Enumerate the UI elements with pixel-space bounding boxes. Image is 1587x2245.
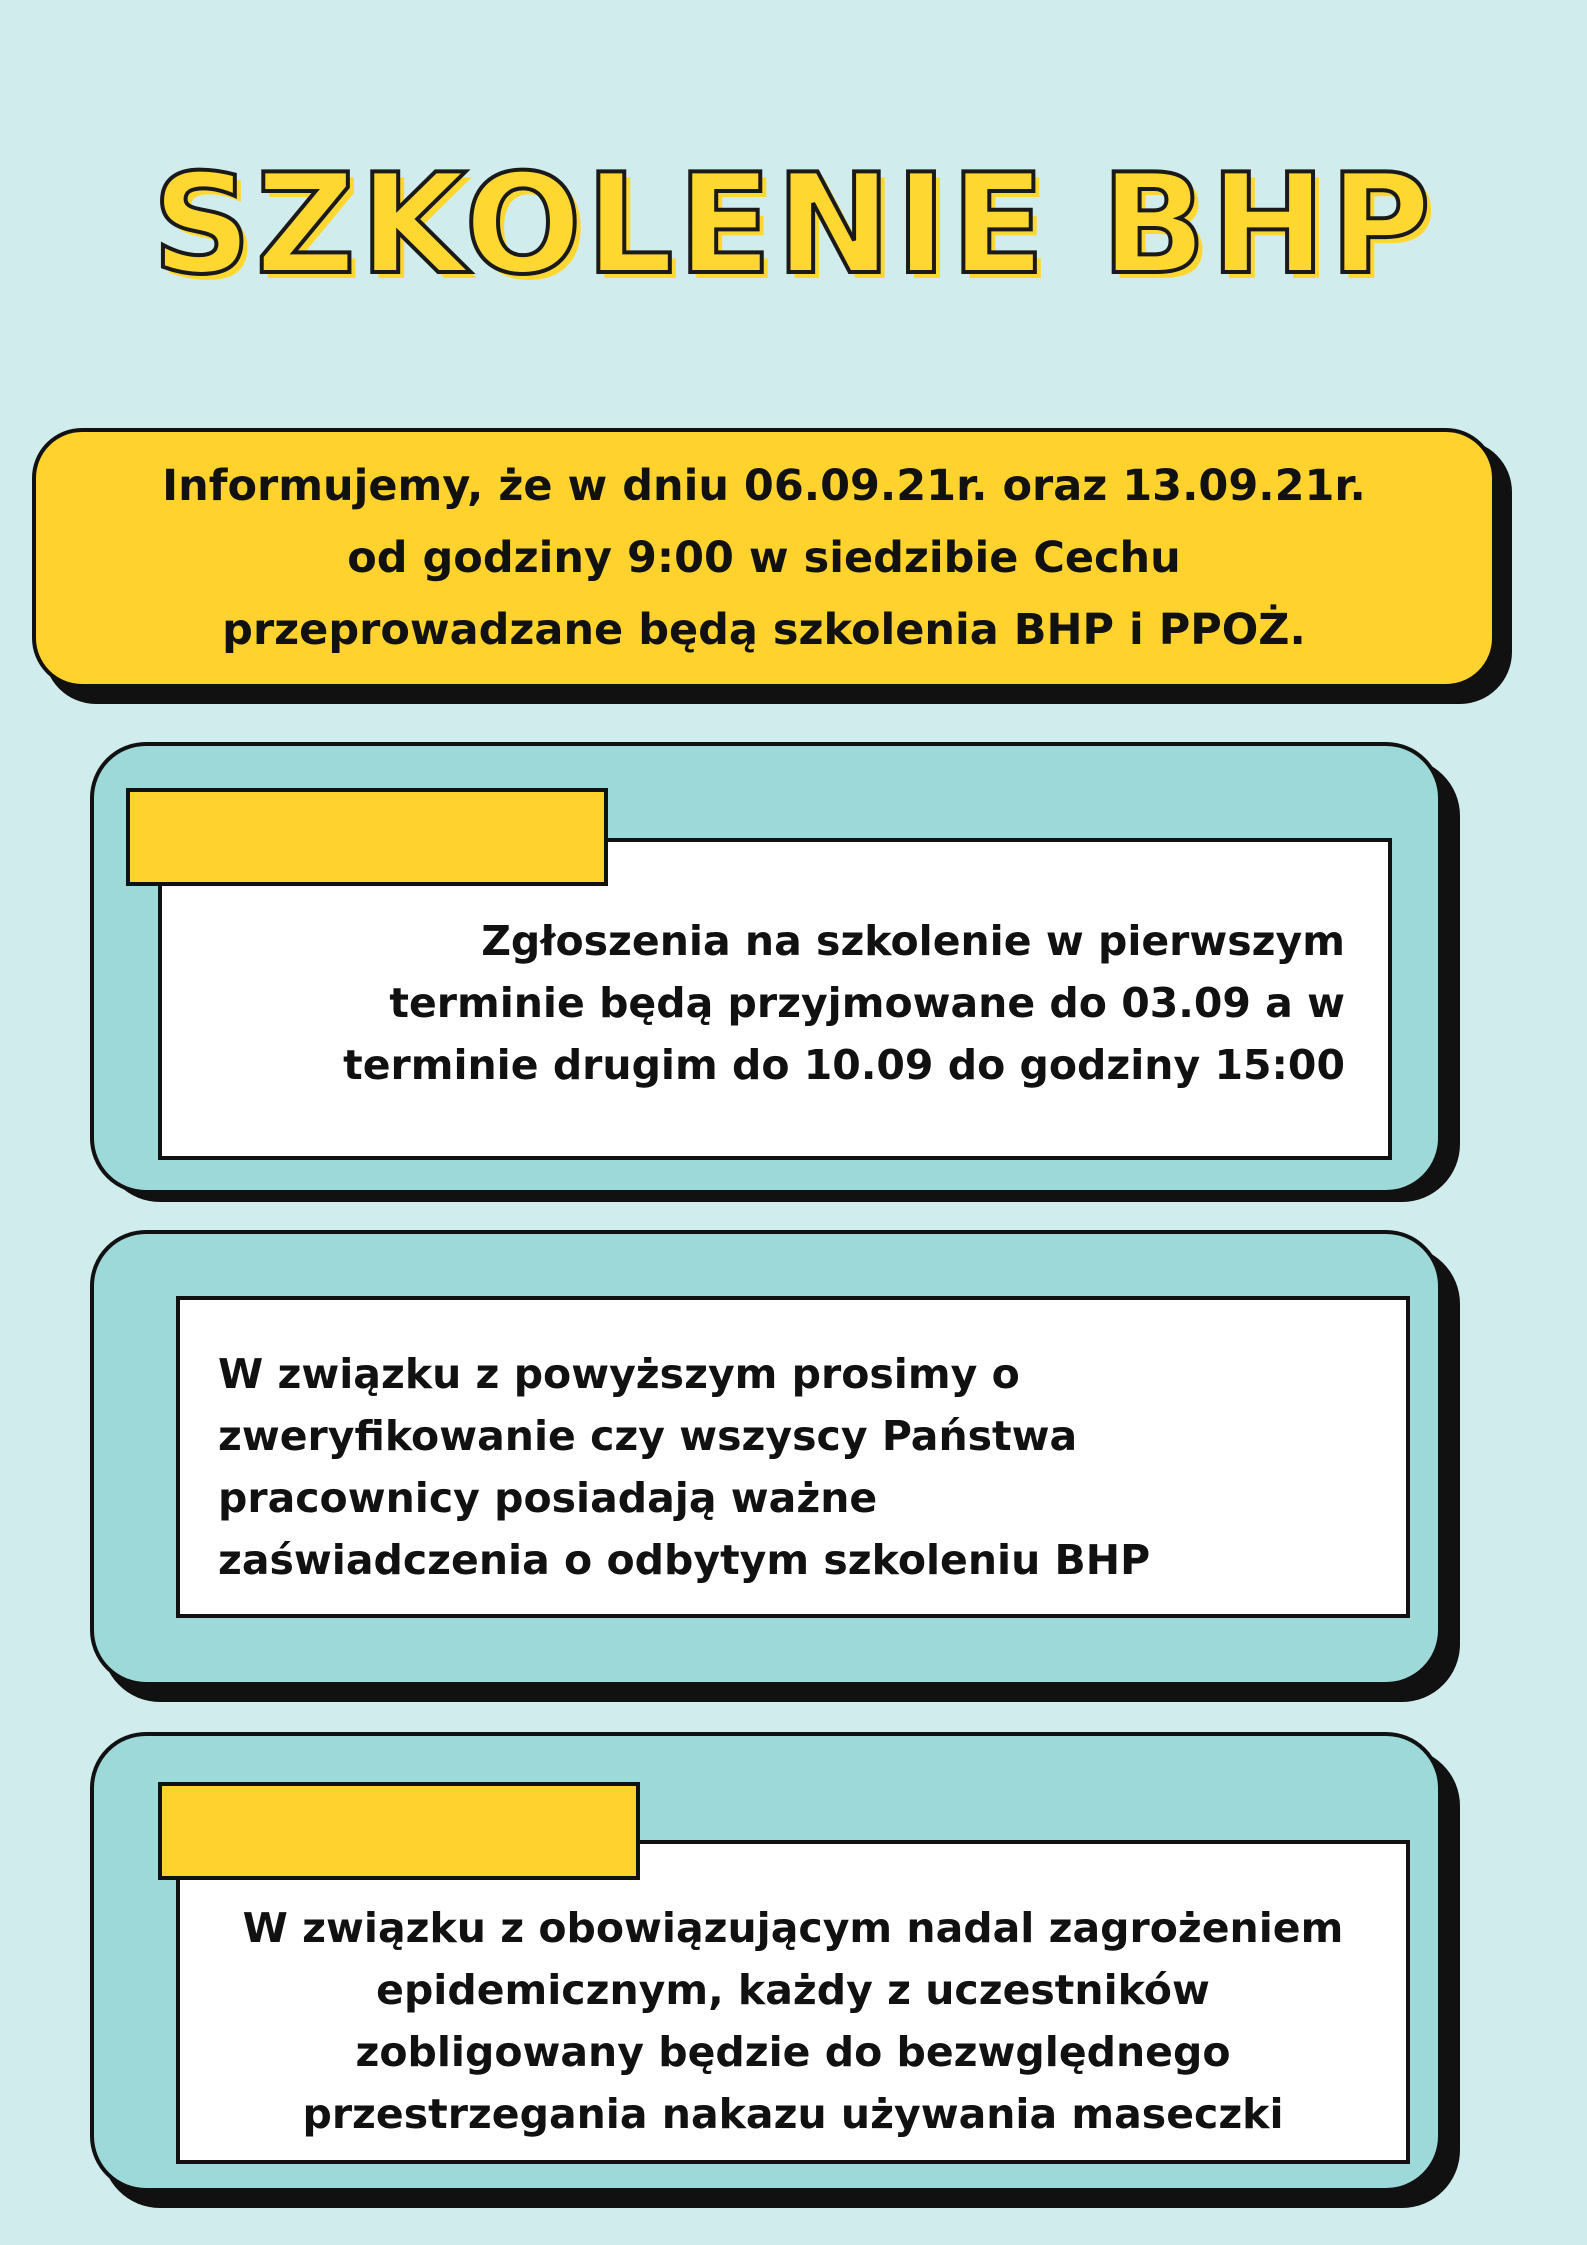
registration-tab <box>126 788 608 886</box>
verification-line: pracownicy posiadają ważne <box>218 1474 878 1522</box>
epidemic-line: W związku z obowiązującym nadal zagrożeniem <box>242 1904 1344 1952</box>
registration-text <box>343 910 1345 1096</box>
info-line: Informujemy, że w dniu 06.09.21r. oraz 13.09.21r. <box>162 461 1366 511</box>
registration-line: Zgłoszenia na szkolenie w pierwszym <box>481 917 1345 965</box>
registration-line: terminie drugim do 10.09 do godziny 15:00 <box>343 1041 1345 1089</box>
verification-line: zweryfikowanie czy wszyscy Państwa <box>218 1412 1078 1460</box>
page-title: SZKOLENIE BHP <box>152 144 1435 305</box>
epidemic-line: przestrzegania nakazu używania maseczki <box>302 2090 1284 2138</box>
info-line: przeprowadzane będą szkolenia BHP i PPOŻ. <box>222 605 1306 655</box>
verification-line: W związku z powyższym prosimy o <box>218 1350 1020 1398</box>
verification-line: zaświadczenia o odbytym szkoleniu BHP <box>218 1536 1151 1584</box>
info-line: od godziny 9:00 w siedzibie Cechu <box>347 533 1181 583</box>
epidemic-tab <box>158 1782 640 1880</box>
registration-line: terminie będą przyjmowane do 03.09 a w <box>389 979 1345 1027</box>
verification-text <box>218 1343 1150 1591</box>
epidemic-text <box>176 1897 1410 2145</box>
info-box <box>32 428 1496 688</box>
epidemic-line: zobligowany będzie do bezwględnego <box>355 2028 1231 2076</box>
epidemic-line: epidemicznym, każdy z uczestników <box>376 1966 1210 2014</box>
